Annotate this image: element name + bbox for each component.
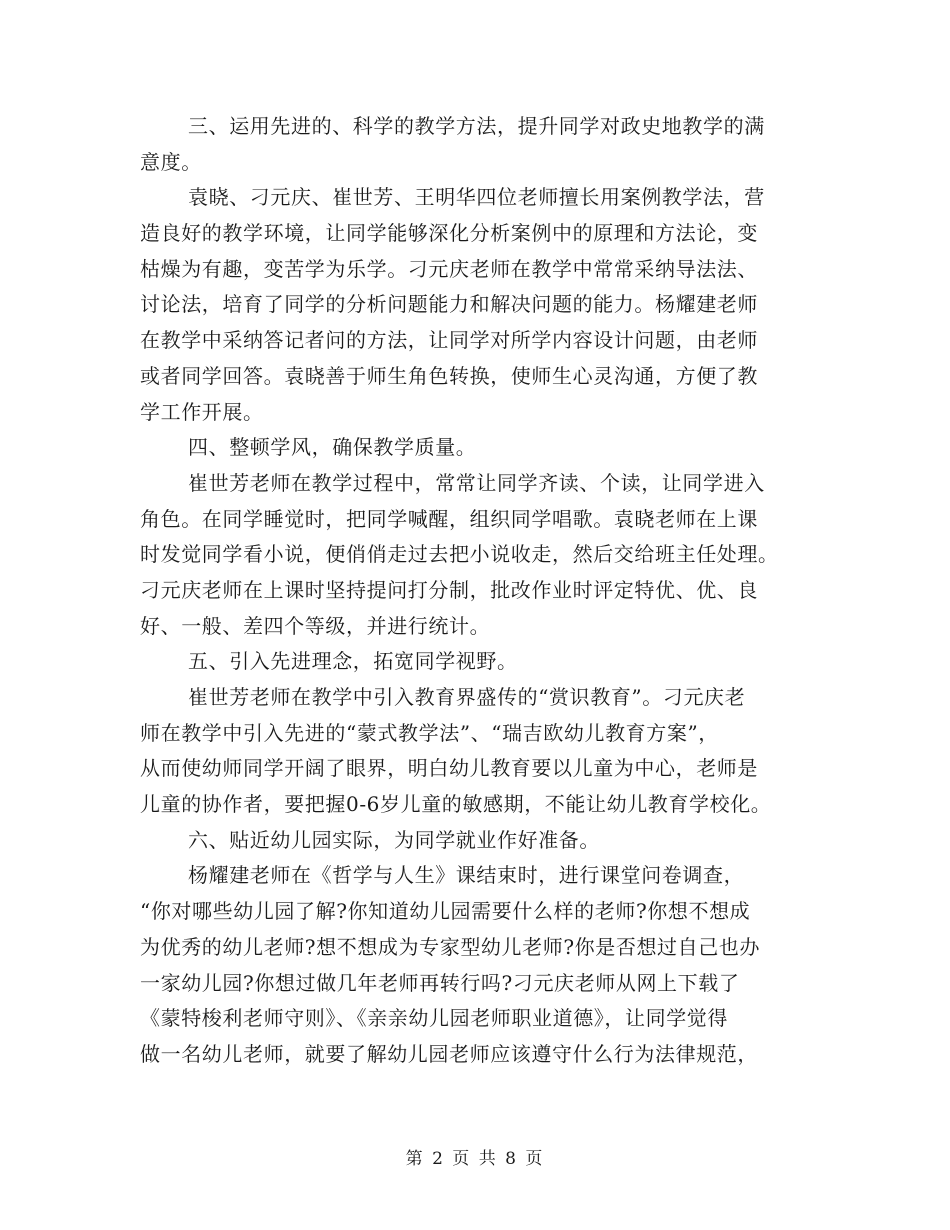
text-line: 为优秀的幼儿老师?想不想成为专家型幼儿老师?你是否想过自己也办: [140, 934, 761, 959]
text-line: 造良好的教学环境，让同学能够深化分析案例中的原理和方法论，变: [140, 221, 758, 246]
heading-section-5: 五、引入先进理念，拓宽同学视野。: [188, 649, 518, 674]
text-line: 意度。: [140, 149, 202, 174]
text-line: 一家幼儿园?你想过做几年老师再转行吗?刁元庆老师从网上下载了: [140, 970, 740, 995]
text-line: 儿童的协作者，要把握0-6岁儿童的敏感期，不能让幼儿教育学校化。: [140, 792, 772, 817]
page-number: 第 2 页 共 8 页: [405, 1149, 545, 1169]
text-line: 枯燥为有趣，变苦学为乐学。刁元庆老师在教学中常常采纳导法法、: [140, 256, 758, 281]
text-line: 角色。在同学睡觉时，把同学喊醒，组织同学唱歌。袁晓老师在上课: [140, 506, 758, 531]
text-line: 杨耀建老师在《哲学与人生》课结束时，进行课堂问卷调查，: [188, 863, 745, 888]
text-line: 刁元庆老师在上课时坚持提问打分制，批改作业时评定特优、优、良: [140, 577, 758, 602]
text-line: 袁晓、刁元庆、崔世芳、王明华四位老师擅长用案例教学法，营: [188, 185, 765, 210]
text-line: “你对哪些幼儿园了解?你知道幼儿园需要什么样的老师?你想不想成: [140, 899, 751, 924]
text-line: 时发觉同学看小说，便俏俏走过去把小说收走，然后交给班主任处理。: [140, 542, 779, 567]
text-line: 从而使幼师同学开阔了眼界，明白幼儿教育要以儿童为中心，老师是: [140, 756, 758, 781]
heading-section-6: 六、贴近幼儿园实际，为同学就业作好准备。: [188, 827, 600, 852]
text-line: 做一名幼儿老师，就要了解幼儿园老师应该遵守什么行为法律规范，: [140, 1041, 758, 1066]
heading-section-3: 三、运用先进的、科学的教学方法，提升同学对政史地教学的满: [188, 114, 765, 138]
text-line: 讨论法，培育了同学的分析问题能力和解决问题的能力。杨耀建老师: [140, 292, 758, 317]
document-body: [140, 109, 800, 1073]
text-line: 师在教学中引入先进的“蒙式教学法”、“瑞吉欧幼儿教育方案”，: [140, 720, 719, 745]
text-line: 在教学中采纳答记者问的方法，让同学对所学内容设计问题，由老师: [140, 328, 758, 353]
text-line: 崔世芳老师在教学过程中，常常让同学齐读、个读，让同学进入: [188, 470, 765, 495]
text-line: 崔世芳老师在教学中引入教育界盛传的“赏识教育”。刁元庆老: [188, 685, 746, 709]
text-line: 学工作开展。: [140, 399, 264, 424]
heading-section-4: 四、整顿学风，确保教学质量。: [188, 435, 477, 460]
text-line: 好、一般、差四个等级，并进行统计。: [140, 613, 491, 638]
text-line: 或者同学回答。袁晓善于师生角色转换，使师生心灵沟通，方便了教: [140, 363, 758, 388]
text-line: 《蒙特梭利老师守则》、《亲亲幼儿园老师职业道德》，让同学觉得: [140, 1006, 728, 1031]
